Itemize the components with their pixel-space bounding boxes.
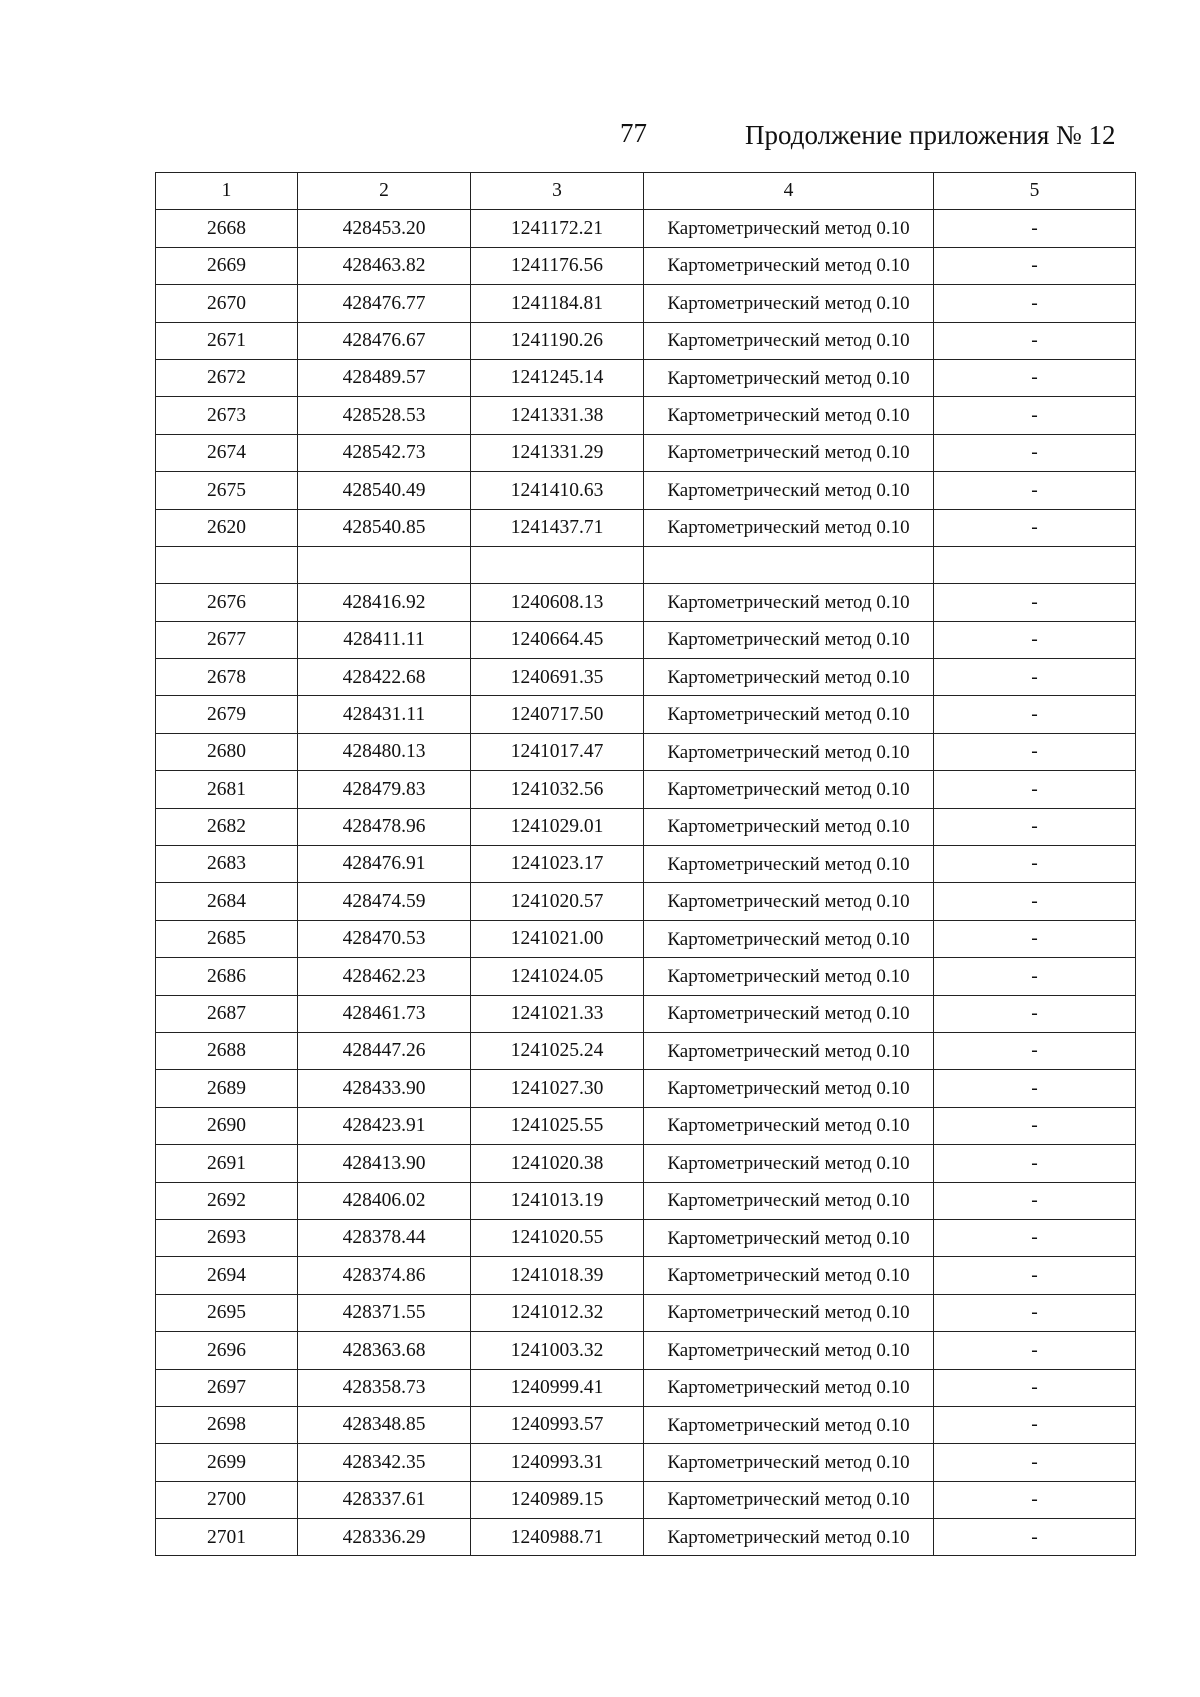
method-cell: Картометрический метод 0.10 — [644, 397, 934, 434]
x-coordinate-cell: 428337.61 — [298, 1481, 471, 1518]
method-cell: Картометрический метод 0.10 — [644, 771, 934, 808]
x-coordinate-cell: 428476.67 — [298, 322, 471, 359]
method-cell: Картометрический метод 0.10 — [644, 472, 934, 509]
y-coordinate-cell: 1241172.21 — [471, 210, 644, 247]
x-coordinate-cell: 428489.57 — [298, 359, 471, 396]
table-row — [156, 1332, 1136, 1369]
note-cell: - — [934, 958, 1136, 995]
y-coordinate-cell: 1241017.47 — [471, 733, 644, 770]
point-number-cell: 2668 — [156, 210, 298, 247]
method-cell: Картометрический метод 0.10 — [644, 846, 934, 883]
method-cell: Картометрический метод 0.10 — [644, 359, 934, 396]
method-cell: Картометрический метод 0.10 — [644, 920, 934, 957]
y-coordinate-cell: 1241013.19 — [471, 1182, 644, 1219]
point-number-cell: 2673 — [156, 397, 298, 434]
y-coordinate-cell: 1241023.17 — [471, 846, 644, 883]
table-row — [156, 808, 1136, 845]
method-cell: Картометрический метод 0.10 — [644, 659, 934, 696]
point-number-cell: 2697 — [156, 1369, 298, 1406]
method-cell: Картометрический метод 0.10 — [644, 285, 934, 322]
table-row — [156, 359, 1136, 396]
method-cell: Картометрический метод 0.10 — [644, 1519, 934, 1556]
method-cell: Картометрический метод 0.10 — [644, 1444, 934, 1481]
note-cell: - — [934, 472, 1136, 509]
note-cell: - — [934, 808, 1136, 845]
y-coordinate-cell: 1241176.56 — [471, 247, 644, 284]
point-number-cell: 2685 — [156, 920, 298, 957]
point-number-cell: 2691 — [156, 1145, 298, 1182]
note-cell: - — [934, 247, 1136, 284]
point-number-cell: 2700 — [156, 1481, 298, 1518]
table-row — [156, 958, 1136, 995]
y-coordinate-cell: 1241021.00 — [471, 920, 644, 957]
method-cell: Картометрический метод 0.10 — [644, 1032, 934, 1069]
y-coordinate-cell: 1240608.13 — [471, 584, 644, 621]
point-number-cell: 2672 — [156, 359, 298, 396]
note-cell: - — [934, 1032, 1136, 1069]
x-coordinate-cell: 428342.35 — [298, 1444, 471, 1481]
y-coordinate-cell: 1241025.55 — [471, 1107, 644, 1144]
note-cell: - — [934, 771, 1136, 808]
note-cell: - — [934, 359, 1136, 396]
method-cell: Картометрический метод 0.10 — [644, 1145, 934, 1182]
point-number-cell: 2681 — [156, 771, 298, 808]
method-cell: Картометрический метод 0.10 — [644, 808, 934, 845]
note-cell: - — [934, 322, 1136, 359]
y-coordinate-cell: 1241018.39 — [471, 1257, 644, 1294]
table-row — [156, 621, 1136, 658]
y-coordinate-cell: 1241437.71 — [471, 509, 644, 546]
table-row — [156, 696, 1136, 733]
x-coordinate-cell: 428461.73 — [298, 995, 471, 1032]
table-row — [156, 995, 1136, 1032]
point-number-cell: 2680 — [156, 733, 298, 770]
x-coordinate-cell: 428413.90 — [298, 1145, 471, 1182]
method-cell: Картометрический метод 0.10 — [644, 210, 934, 247]
method-cell: Картометрический метод 0.10 — [644, 1257, 934, 1294]
y-coordinate-cell: 1240989.15 — [471, 1481, 644, 1518]
header-row — [156, 173, 1136, 210]
table-row — [156, 247, 1136, 284]
table-row — [156, 883, 1136, 920]
x-coordinate-cell: 428336.29 — [298, 1519, 471, 1556]
point-number-cell: 2683 — [156, 846, 298, 883]
column-header: 5 — [934, 173, 1136, 210]
x-coordinate-cell: 428374.86 — [298, 1257, 471, 1294]
note-cell: - — [934, 1107, 1136, 1144]
point-number-cell: 2693 — [156, 1219, 298, 1256]
y-coordinate-cell: 1241032.56 — [471, 771, 644, 808]
table-row — [156, 397, 1136, 434]
point-number-cell: 2682 — [156, 808, 298, 845]
note-cell: - — [934, 1182, 1136, 1219]
table-row — [156, 434, 1136, 471]
x-coordinate-cell: 428528.53 — [298, 397, 471, 434]
note-cell: - — [934, 434, 1136, 471]
table-row — [156, 584, 1136, 621]
x-coordinate-cell: 428447.26 — [298, 1032, 471, 1069]
table-row — [156, 1070, 1136, 1107]
y-coordinate-cell: 1241027.30 — [471, 1070, 644, 1107]
column-header: 1 — [156, 173, 298, 210]
table-row — [156, 322, 1136, 359]
x-coordinate-cell: 428406.02 — [298, 1182, 471, 1219]
x-coordinate-cell: 428371.55 — [298, 1294, 471, 1331]
point-number-cell: 2620 — [156, 509, 298, 546]
empty-cell — [156, 546, 298, 583]
y-coordinate-cell: 1240993.31 — [471, 1444, 644, 1481]
note-cell: - — [934, 846, 1136, 883]
y-coordinate-cell: 1241190.26 — [471, 322, 644, 359]
note-cell: - — [934, 733, 1136, 770]
note-cell: - — [934, 883, 1136, 920]
table-row — [156, 1406, 1136, 1443]
x-coordinate-cell: 428358.73 — [298, 1369, 471, 1406]
appendix-title: Продолжение приложения № 12 — [745, 120, 1116, 150]
method-cell: Картометрический метод 0.10 — [644, 883, 934, 920]
note-cell: - — [934, 285, 1136, 322]
y-coordinate-cell: 1241021.33 — [471, 995, 644, 1032]
y-coordinate-cell: 1241331.29 — [471, 434, 644, 471]
note-cell: - — [934, 995, 1136, 1032]
table-body — [156, 210, 1136, 1556]
note-cell: - — [934, 1294, 1136, 1331]
y-coordinate-cell: 1241020.38 — [471, 1145, 644, 1182]
x-coordinate-cell: 428363.68 — [298, 1332, 471, 1369]
x-coordinate-cell: 428411.11 — [298, 621, 471, 658]
y-coordinate-cell: 1240988.71 — [471, 1519, 644, 1556]
table-row — [156, 285, 1136, 322]
x-coordinate-cell: 428422.68 — [298, 659, 471, 696]
point-number-cell: 2701 — [156, 1519, 298, 1556]
x-coordinate-cell: 428348.85 — [298, 1406, 471, 1443]
table-row — [156, 1481, 1136, 1518]
x-coordinate-cell: 428540.49 — [298, 472, 471, 509]
point-number-cell: 2695 — [156, 1294, 298, 1331]
point-number-cell: 2670 — [156, 285, 298, 322]
point-number-cell: 2676 — [156, 584, 298, 621]
x-coordinate-cell: 428470.53 — [298, 920, 471, 957]
x-coordinate-cell: 428453.20 — [298, 210, 471, 247]
table-row — [156, 1032, 1136, 1069]
table-row — [156, 210, 1136, 247]
x-coordinate-cell: 428479.83 — [298, 771, 471, 808]
point-number-cell: 2671 — [156, 322, 298, 359]
note-cell: - — [934, 920, 1136, 957]
method-cell: Картометрический метод 0.10 — [644, 1481, 934, 1518]
table-row — [156, 1294, 1136, 1331]
x-coordinate-cell: 428476.91 — [298, 846, 471, 883]
y-coordinate-cell: 1240691.35 — [471, 659, 644, 696]
method-cell: Картометрический метод 0.10 — [644, 1406, 934, 1443]
point-number-cell: 2687 — [156, 995, 298, 1032]
table-row — [156, 1519, 1136, 1556]
note-cell: - — [934, 621, 1136, 658]
column-header: 2 — [298, 173, 471, 210]
method-cell: Картометрический метод 0.10 — [644, 247, 934, 284]
x-coordinate-cell: 428416.92 — [298, 584, 471, 621]
note-cell: - — [934, 1219, 1136, 1256]
y-coordinate-cell: 1241029.01 — [471, 808, 644, 845]
note-cell: - — [934, 1481, 1136, 1518]
point-number-cell: 2686 — [156, 958, 298, 995]
separator-row — [156, 546, 1136, 583]
x-coordinate-cell: 428463.82 — [298, 247, 471, 284]
page-number: 77 — [620, 118, 647, 148]
coordinates-table — [155, 172, 1136, 1556]
y-coordinate-cell: 1240999.41 — [471, 1369, 644, 1406]
note-cell: - — [934, 1257, 1136, 1294]
note-cell: - — [934, 659, 1136, 696]
note-cell: - — [934, 1369, 1136, 1406]
y-coordinate-cell: 1241024.05 — [471, 958, 644, 995]
y-coordinate-cell: 1241331.38 — [471, 397, 644, 434]
point-number-cell: 2699 — [156, 1444, 298, 1481]
table-row — [156, 920, 1136, 957]
table-row — [156, 1369, 1136, 1406]
x-coordinate-cell: 428542.73 — [298, 434, 471, 471]
empty-cell — [298, 546, 471, 583]
point-number-cell: 2689 — [156, 1070, 298, 1107]
point-number-cell: 2692 — [156, 1182, 298, 1219]
method-cell: Картометрический метод 0.10 — [644, 995, 934, 1032]
point-number-cell: 2669 — [156, 247, 298, 284]
x-coordinate-cell: 428423.91 — [298, 1107, 471, 1144]
table-row — [156, 1257, 1136, 1294]
point-number-cell: 2679 — [156, 696, 298, 733]
table-row — [156, 1145, 1136, 1182]
x-coordinate-cell: 428433.90 — [298, 1070, 471, 1107]
note-cell: - — [934, 1519, 1136, 1556]
table-row — [156, 1107, 1136, 1144]
note-cell: - — [934, 1444, 1136, 1481]
table-row — [156, 733, 1136, 770]
point-number-cell: 2688 — [156, 1032, 298, 1069]
method-cell: Картометрический метод 0.10 — [644, 434, 934, 471]
note-cell: - — [934, 696, 1136, 733]
method-cell: Картометрический метод 0.10 — [644, 509, 934, 546]
y-coordinate-cell: 1241410.63 — [471, 472, 644, 509]
note-cell: - — [934, 1406, 1136, 1443]
x-coordinate-cell: 428474.59 — [298, 883, 471, 920]
method-cell: Картометрический метод 0.10 — [644, 322, 934, 359]
y-coordinate-cell: 1241184.81 — [471, 285, 644, 322]
method-cell: Картометрический метод 0.10 — [644, 1070, 934, 1107]
point-number-cell: 2698 — [156, 1406, 298, 1443]
method-cell: Картометрический метод 0.10 — [644, 1294, 934, 1331]
x-coordinate-cell: 428480.13 — [298, 733, 471, 770]
point-number-cell: 2696 — [156, 1332, 298, 1369]
table-row — [156, 846, 1136, 883]
point-number-cell: 2694 — [156, 1257, 298, 1294]
table-row — [156, 1219, 1136, 1256]
point-number-cell: 2674 — [156, 434, 298, 471]
note-cell: - — [934, 397, 1136, 434]
x-coordinate-cell: 428540.85 — [298, 509, 471, 546]
point-number-cell: 2684 — [156, 883, 298, 920]
note-cell: - — [934, 509, 1136, 546]
method-cell: Картометрический метод 0.10 — [644, 584, 934, 621]
y-coordinate-cell: 1241020.57 — [471, 883, 644, 920]
empty-cell — [934, 546, 1136, 583]
y-coordinate-cell: 1240717.50 — [471, 696, 644, 733]
y-coordinate-cell: 1241245.14 — [471, 359, 644, 396]
table-row — [156, 1182, 1136, 1219]
table-row — [156, 472, 1136, 509]
point-number-cell: 2690 — [156, 1107, 298, 1144]
point-number-cell: 2678 — [156, 659, 298, 696]
column-header: 3 — [471, 173, 644, 210]
method-cell: Картометрический метод 0.10 — [644, 696, 934, 733]
y-coordinate-cell: 1241012.32 — [471, 1294, 644, 1331]
table-row — [156, 1444, 1136, 1481]
table-header — [156, 173, 1136, 210]
table-row — [156, 659, 1136, 696]
note-cell: - — [934, 1332, 1136, 1369]
note-cell: - — [934, 1070, 1136, 1107]
method-cell: Картометрический метод 0.10 — [644, 1332, 934, 1369]
point-number-cell: 2677 — [156, 621, 298, 658]
y-coordinate-cell: 1241003.32 — [471, 1332, 644, 1369]
y-coordinate-cell: 1240664.45 — [471, 621, 644, 658]
y-coordinate-cell: 1241020.55 — [471, 1219, 644, 1256]
x-coordinate-cell: 428476.77 — [298, 285, 471, 322]
x-coordinate-cell: 428431.11 — [298, 696, 471, 733]
table-row — [156, 771, 1136, 808]
x-coordinate-cell: 428378.44 — [298, 1219, 471, 1256]
y-coordinate-cell: 1240993.57 — [471, 1406, 644, 1443]
method-cell: Картометрический метод 0.10 — [644, 1219, 934, 1256]
empty-cell — [471, 546, 644, 583]
method-cell: Картометрический метод 0.10 — [644, 733, 934, 770]
method-cell: Картометрический метод 0.10 — [644, 1107, 934, 1144]
note-cell: - — [934, 1145, 1136, 1182]
method-cell: Картометрический метод 0.10 — [644, 1182, 934, 1219]
point-number-cell: 2675 — [156, 472, 298, 509]
method-cell: Картометрический метод 0.10 — [644, 1369, 934, 1406]
column-header: 4 — [644, 173, 934, 210]
y-coordinate-cell: 1241025.24 — [471, 1032, 644, 1069]
table-row — [156, 509, 1136, 546]
empty-cell — [644, 546, 934, 583]
x-coordinate-cell: 428478.96 — [298, 808, 471, 845]
note-cell: - — [934, 584, 1136, 621]
note-cell: - — [934, 210, 1136, 247]
method-cell: Картометрический метод 0.10 — [644, 621, 934, 658]
x-coordinate-cell: 428462.23 — [298, 958, 471, 995]
method-cell: Картометрический метод 0.10 — [644, 958, 934, 995]
